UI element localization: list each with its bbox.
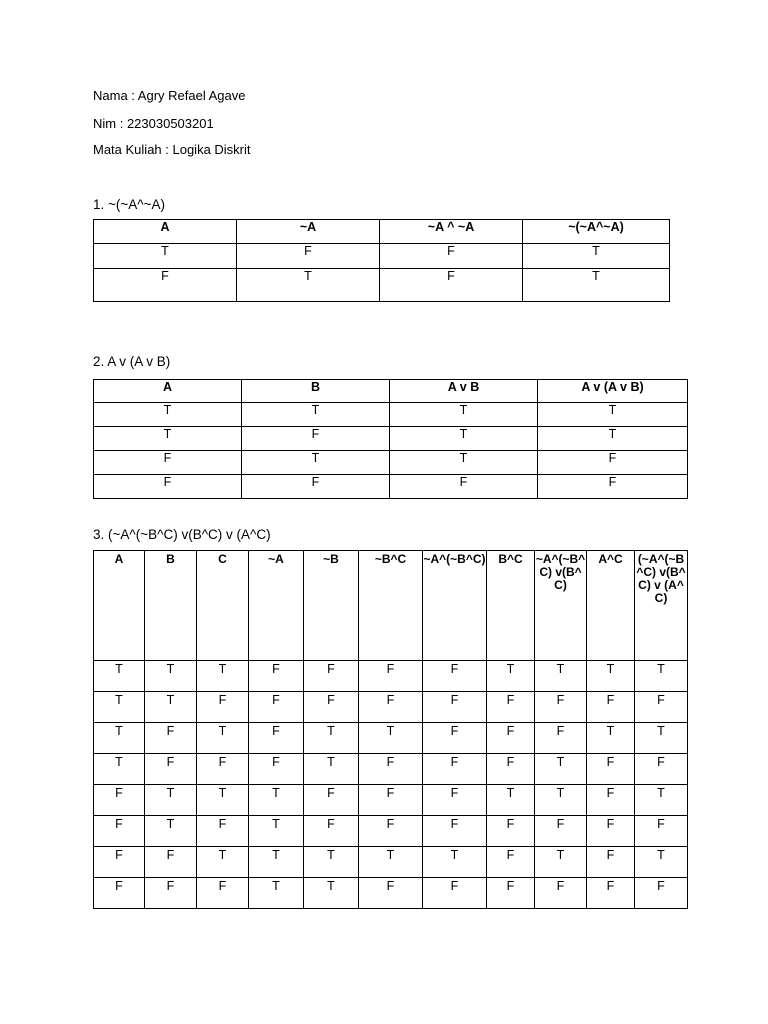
column-header: B (145, 551, 197, 661)
table-cell: T (94, 754, 145, 785)
table-cell: F (94, 451, 242, 475)
table-cell: T (390, 427, 538, 451)
table-cell: T (487, 785, 535, 816)
table-cell: T (538, 427, 688, 451)
column-header: A (94, 551, 145, 661)
table-cell: T (304, 878, 359, 909)
table-cell: T (635, 785, 688, 816)
table-cell: T (535, 847, 587, 878)
table-cell: F (423, 816, 487, 847)
table-cell: F (535, 692, 587, 723)
table-cell: T (242, 403, 390, 427)
table-row (94, 785, 688, 816)
column-header: ~A (249, 551, 304, 661)
table-cell: T (304, 723, 359, 754)
table-cell: T (94, 427, 242, 451)
table-cell: T (197, 661, 249, 692)
column-header: A^C (587, 551, 635, 661)
table-cell: F (197, 754, 249, 785)
table-cell: T (94, 661, 145, 692)
column-header: ~A^(~B^C) (423, 551, 487, 661)
table-cell: F (587, 692, 635, 723)
table-cell: F (538, 451, 688, 475)
table-cell: T (635, 847, 688, 878)
column-header: ~A^(~B^C) v(B^C) (535, 551, 587, 661)
table-cell: T (197, 723, 249, 754)
table-cell: T (635, 723, 688, 754)
table-row (94, 661, 688, 692)
table-cell: T (359, 847, 423, 878)
student-nim: Nim : 223030503201 (93, 116, 214, 131)
table-row (94, 723, 688, 754)
table-cell: F (423, 661, 487, 692)
column-header: B (242, 380, 390, 403)
table-cell: F (380, 244, 523, 269)
column-header: ~(~A^~A) (523, 220, 670, 244)
table-cell: F (94, 269, 237, 302)
column-header: A v (A v B) (538, 380, 688, 403)
table-cell: T (94, 403, 242, 427)
table-cell: F (94, 475, 242, 499)
table-cell: F (197, 816, 249, 847)
table-cell: T (249, 847, 304, 878)
table-row (94, 847, 688, 878)
table-cell: F (535, 816, 587, 847)
table-row (94, 451, 688, 475)
table-row (94, 269, 670, 302)
table-cell: F (487, 754, 535, 785)
q2-truth-table (93, 379, 688, 499)
table-cell: F (390, 475, 538, 499)
table-cell: T (242, 451, 390, 475)
table-row (94, 754, 688, 785)
table-row (94, 878, 688, 909)
table-cell: F (249, 692, 304, 723)
table-cell: T (249, 816, 304, 847)
table-cell: T (94, 723, 145, 754)
table-cell: F (359, 785, 423, 816)
table-cell: T (145, 661, 197, 692)
column-header: C (197, 551, 249, 661)
table-cell: F (487, 692, 535, 723)
table-cell: F (197, 692, 249, 723)
table-cell: F (380, 269, 523, 302)
table-cell: T (249, 878, 304, 909)
table-cell: F (587, 785, 635, 816)
table-cell: T (535, 785, 587, 816)
table-row (94, 427, 688, 451)
table-cell: F (249, 754, 304, 785)
table-row (94, 692, 688, 723)
table-cell: F (587, 816, 635, 847)
table-cell: T (423, 847, 487, 878)
table-cell: F (242, 427, 390, 451)
table-cell: T (145, 692, 197, 723)
table-cell: F (145, 878, 197, 909)
table-cell: T (390, 451, 538, 475)
table-cell: T (635, 661, 688, 692)
table-cell: T (197, 785, 249, 816)
table-cell: F (587, 754, 635, 785)
table-cell: F (423, 754, 487, 785)
q3-title: 3. (~A^(~B^C) v(B^C) v (A^C) (93, 527, 271, 542)
table-cell: T (523, 269, 670, 302)
table-cell: F (145, 723, 197, 754)
table-cell: F (304, 816, 359, 847)
table-cell: F (423, 785, 487, 816)
table-cell: T (145, 816, 197, 847)
table-cell: T (304, 847, 359, 878)
column-header: (~A^(~B^C) v(B^C) v (A^C) (635, 551, 688, 661)
table-cell: F (94, 785, 145, 816)
student-name: Nama : Agry Refael Agave (93, 88, 246, 103)
table-cell: F (487, 847, 535, 878)
table-cell: T (359, 723, 423, 754)
table-cell: F (487, 723, 535, 754)
table-cell: F (535, 723, 587, 754)
table-cell: F (249, 723, 304, 754)
table-cell: F (538, 475, 688, 499)
table-cell: F (359, 816, 423, 847)
table-cell: F (197, 878, 249, 909)
column-header: A v B (390, 380, 538, 403)
table-cell: F (635, 878, 688, 909)
table-cell: T (535, 661, 587, 692)
table-cell: T (390, 403, 538, 427)
table-row (94, 475, 688, 499)
table-cell: F (237, 244, 380, 269)
table-cell: F (635, 816, 688, 847)
table-cell: F (359, 878, 423, 909)
table-cell: T (249, 785, 304, 816)
table-cell: T (145, 785, 197, 816)
table-cell: F (359, 661, 423, 692)
column-header: B^C (487, 551, 535, 661)
table-row (94, 816, 688, 847)
table-cell: F (94, 878, 145, 909)
table-cell: T (197, 847, 249, 878)
table-cell: F (94, 847, 145, 878)
table-cell: T (523, 244, 670, 269)
table-cell: F (635, 754, 688, 785)
q3-truth-table (93, 550, 688, 909)
table-cell: F (304, 785, 359, 816)
column-header: A (94, 380, 242, 403)
column-header: ~A (237, 220, 380, 244)
table-cell: T (94, 692, 145, 723)
table-cell: T (538, 403, 688, 427)
table-cell: F (535, 878, 587, 909)
table-cell: F (359, 754, 423, 785)
table-cell: F (304, 692, 359, 723)
q1-truth-table (93, 219, 670, 302)
table-row (94, 244, 670, 269)
table-cell: F (145, 754, 197, 785)
table-cell: F (249, 661, 304, 692)
column-header: ~B (304, 551, 359, 661)
course-name: Mata Kuliah : Logika Diskrit (93, 142, 251, 157)
table-cell: F (487, 816, 535, 847)
table-cell: T (237, 269, 380, 302)
table-cell: T (94, 244, 237, 269)
column-header: A (94, 220, 237, 244)
q1-title: 1. ~(~A^~A) (93, 197, 165, 212)
column-header: ~B^C (359, 551, 423, 661)
table-cell: T (487, 661, 535, 692)
table-cell: F (304, 661, 359, 692)
table-cell: F (423, 723, 487, 754)
table-cell: F (359, 692, 423, 723)
table-cell: F (587, 847, 635, 878)
q2-title: 2. A v (A v B) (93, 354, 171, 369)
table-cell: T (587, 723, 635, 754)
table-cell: F (423, 878, 487, 909)
table-cell: T (535, 754, 587, 785)
table-cell: T (587, 661, 635, 692)
table-cell: F (635, 692, 688, 723)
table-cell: F (487, 878, 535, 909)
column-header: ~A ^ ~A (380, 220, 523, 244)
table-cell: F (94, 816, 145, 847)
table-cell: F (145, 847, 197, 878)
table-row (94, 403, 688, 427)
table-cell: F (587, 878, 635, 909)
table-cell: F (423, 692, 487, 723)
table-cell: F (242, 475, 390, 499)
table-cell: T (304, 754, 359, 785)
